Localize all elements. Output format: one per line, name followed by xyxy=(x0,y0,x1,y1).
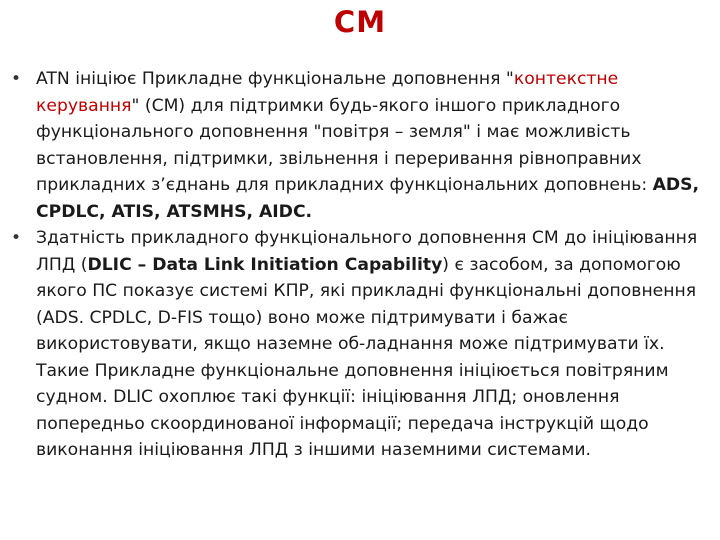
bullet-item-dlic xyxy=(0,225,720,464)
bullet2-text-part2: ) є засобом, за допомогою якого ПС показує системі КПР, які прикладні функціональні доповнення (ADS. CPDLC, D-FIS тощо) воно може підтримувати і бажає використовувати, якщо наземне об-ладнання може підтримувати їх. Такие Прикладне функціональне доповнення ініціюється повітряним судном. DLIC охоплює такі функції: ініціювання ЛПД; оновлення попередньо скоординованої інформації; передача інструкцій щодо виконання ініціювання ЛПД з іншими наземними системами. xyxy=(36,254,697,460)
bullet1-text-part1: ATN ініціює Прикладне функціональне доповнення " xyxy=(36,69,514,89)
bullet-list xyxy=(0,66,720,464)
bullet1-highlight: контекстне керування xyxy=(36,69,619,116)
bullet2-dlic-term: DLIC – Data Link Initiation Capability xyxy=(87,254,443,275)
bullet1-text-part2: " (CM) для підтримки будь-якого іншого прикладного функціонального доповнення "повітря – земля" і має можливість встановлення, підтримки, звільнення і переривання рівноправних прикладних з’єднань для прикладних функціональних доповнень: xyxy=(36,95,653,195)
bullet1-applications: ADS, CPDLC, ATIS, ATSMHS, AIDC. xyxy=(36,175,700,222)
bullet2-text-part1: Здатність прикладного функціонального доповнення CM до ініціювання ЛПД ( xyxy=(36,228,698,275)
slide-title: CM xyxy=(333,5,387,39)
bullet-dot-icon: • xyxy=(11,69,22,89)
bullet-item-cm-overview xyxy=(0,66,720,225)
bullet-dot-icon: • xyxy=(11,228,22,248)
